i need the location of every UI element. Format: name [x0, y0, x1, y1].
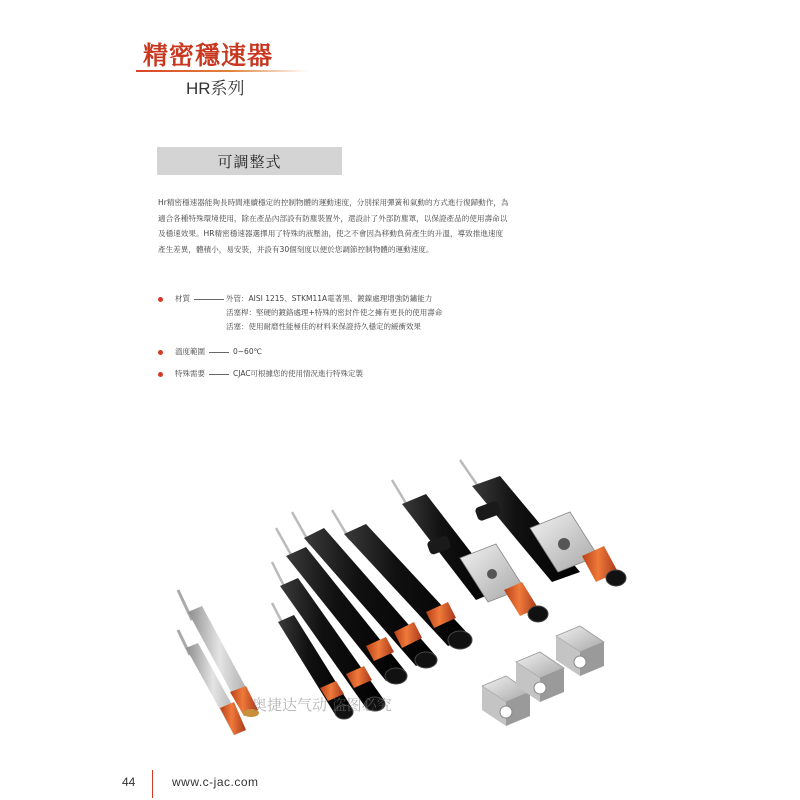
page-number: 44	[122, 775, 136, 789]
title-underline	[136, 70, 308, 72]
watermark-text: 奥捷达气动 盗图必究	[252, 696, 392, 714]
section-heading: 可調整式	[217, 152, 282, 171]
spec-material-label: 材質	[175, 293, 228, 304]
product-description: Hr精密穩速器能夠長時間連續穩定的控制物體的運動速度，分別採用彈簧和氣動的方式進行復歸動作，為適合各種特殊環境使用，除在產品內部設有防塵裝置外，還設計了外部防塵罩，以保證產品的使用壽命以及穩速效果。HR精密穩速器選擇用了特殊的液壓油，使之不會因為移動負荷產生的升溫，導致推進速度產生差異，體積小，易安裝，并設有30個刻度以便於您調節控制物體的運動速度。	[158, 198, 509, 254]
spec-temperature-label: 溫度範圍	[175, 347, 205, 356]
spec-temperature-value: 0~60℃	[233, 347, 263, 356]
footer-url: www.c-jac.com	[172, 775, 259, 789]
spec-special-value: CJAC可根據您的使用情況進行特殊定製	[233, 369, 364, 378]
spec-special-label: 特殊需要	[175, 369, 205, 378]
spec-special	[175, 368, 363, 379]
spec-material-line: 活塞桿：堅硬的鍍鉻處理+特殊的密封件使之擁有更長的使用壽命	[226, 308, 443, 317]
page-title: 精密穩速器	[143, 41, 274, 70]
page-subtitle: HR系列	[186, 79, 245, 98]
bullet-dot	[158, 372, 163, 377]
section-heading-box	[157, 147, 342, 175]
footer-divider	[152, 770, 153, 798]
spec-temperature	[175, 346, 262, 357]
spec-material-line: 外管：AISI 1215、STKM11A電著黑、鍍鎳處理增強防鏽能力	[226, 294, 433, 303]
bullet-dot	[158, 350, 163, 355]
product-photo	[160, 440, 640, 740]
bullet-dot	[158, 297, 163, 302]
spec-material-line: 活塞：使用耐磨性能極佳的材料來保證持久穩定的緩衝效果	[226, 322, 421, 331]
